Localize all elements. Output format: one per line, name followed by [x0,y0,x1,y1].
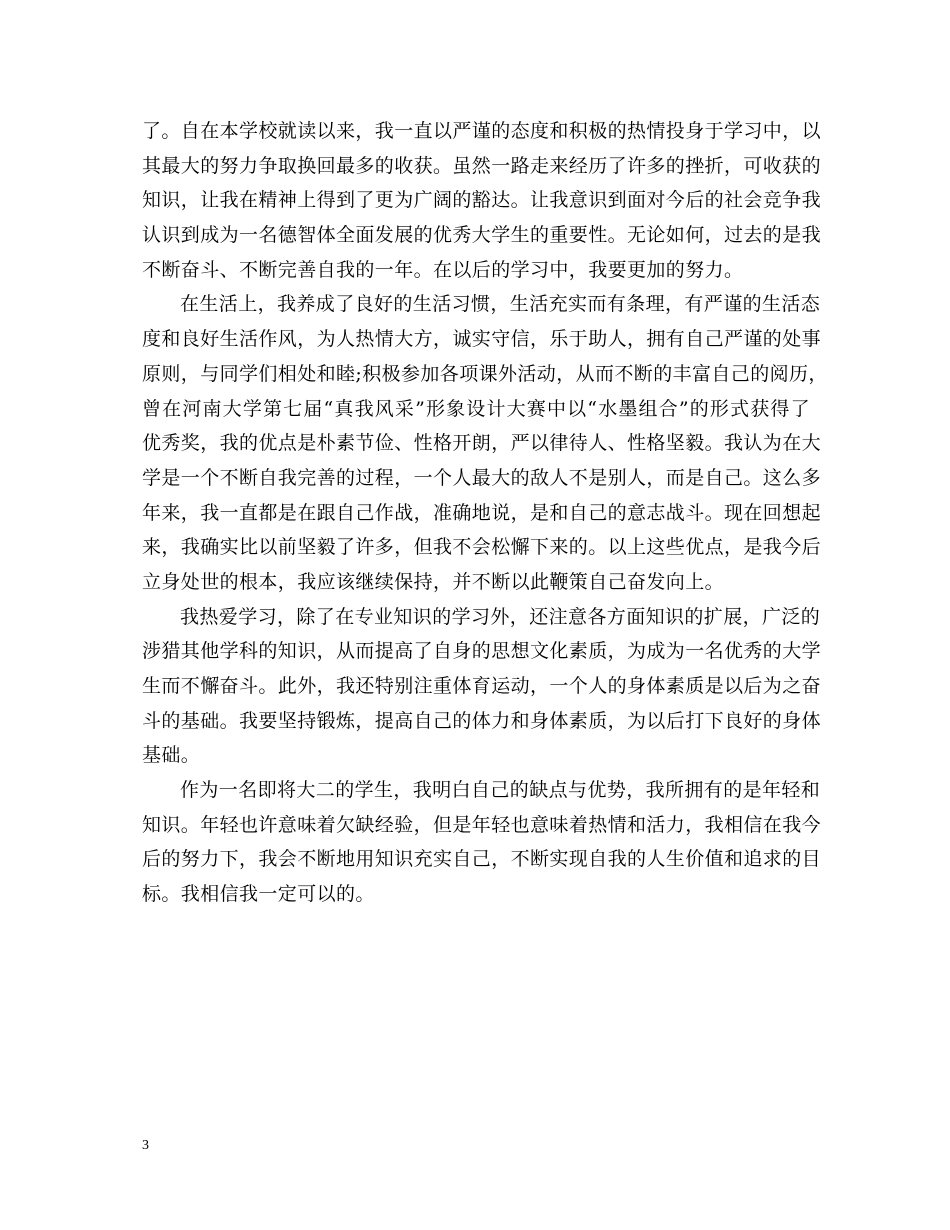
page-number: 3 [142,1138,149,1153]
text-line: 度和良好生活作风，为人热情大方，诚实守信，乐于助人，拥有自己严谨的处事 [142,328,822,351]
paragraph [142,287,828,599]
text-line: 了。自在本学校就读以来，我一直以严谨的态度和积极的热情投身于学习中，以 [142,120,822,142]
text-line: 立身处世的根本，我应该继续保持，并不断以此鞭策自己奋发向上。 [142,570,725,593]
text-line: 来，我确实比以前坚毅了许多，但我不会松懈下来的。以上这些优点，是我今后 [142,536,822,559]
text-line: 认识到成为一名德智体全面发展的优秀大学生的重要性。无论如何，过去的是我 [142,224,822,247]
text-line: 其最大的努力争取换回最多的收获。虽然一路走来经历了许多的挫折，可收获的 [142,154,822,177]
text-line: 标。我相信我一定可以的。 [142,883,375,906]
text-line: 在生活上，我养成了良好的生活习惯，生活充实而有条理，有严谨的生活态 [180,293,821,316]
text-line: 年来，我一直都是在跟自己作战，准确地说，是和自己的意志战斗。现在回想起 [142,501,822,524]
text-line: 学是一个不断自我完善的过程，一个人最大的敌人不是别人，而是自己。这么多 [142,466,822,489]
paragraph [142,773,822,912]
document-body [142,114,828,912]
text-line: 生而不懈奋斗。此外，我还特别注重体育运动，一个人的身体素质是以后为之奋 [142,675,822,697]
text-line: 作为一名即将大二的学生，我明白自己的缺点与优势，我所拥有的是年轻和 [180,779,821,802]
text-line: 不断奋斗、不断完善自我的一年。在以后的学习中，我要更加的努力。 [142,258,744,281]
text-line: 后的努力下，我会不断地用知识充实自己，不断实现自我的人生价值和追求的目 [142,848,822,871]
text-line: 原则，与同学们相处和睦;积极参加各项课外活动，从而不断的丰富自己的阅历， [142,362,828,385]
text-line: 基础。 [142,744,201,767]
text-line: 斗的基础。我要坚持锻炼，提高自己的体力和身体素质，为以后打下良好的身体 [142,709,822,732]
text-line: 知识。年轻也许意味着欠缺经验，但是年轻也意味着热情和活力，我相信在我今 [142,813,822,836]
text-line: 我热爱学习，除了在专业知识的学习外，还注意各方面知识的扩展，广泛的 [180,605,821,628]
paragraph [142,600,822,773]
text-line: 优秀奖，我的优点是朴素节俭、性格开朗，严以律待人、性格坚毅。我认为在大 [142,432,822,455]
text-line: 涉猎其他学科的知识，从而提高了自身的思想文化素质，为成为一名优秀的大学 [142,640,822,663]
text-line: 知识，让我在精神上得到了更为广阔的豁达。让我意识到面对今后的社会竞争我 [142,189,822,212]
text-line: 曾在河南大学第七届“真我风采”形象设计大赛中以“水墨组合”的形式获得了 [142,397,810,420]
paragraph [142,114,822,287]
